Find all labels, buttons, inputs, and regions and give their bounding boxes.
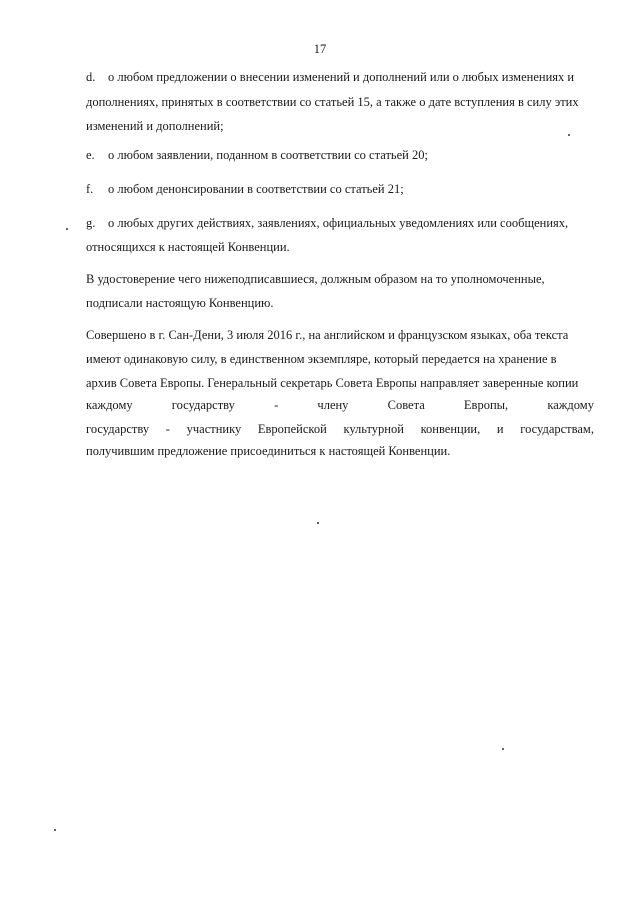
scan-speck [502, 748, 504, 750]
item-text-line: о любых других действиях, заявлениях, официальных уведомлениях или сообщениях, [108, 216, 569, 230]
word: члену [317, 398, 349, 412]
word: - [165, 422, 170, 436]
item-letter: g. [86, 216, 96, 230]
item-letter: f. [86, 182, 94, 196]
word: культурной [343, 422, 404, 436]
word: каждому [86, 398, 133, 412]
word: Европы, [463, 398, 509, 412]
item-text-line: изменений и дополнений; [86, 119, 224, 133]
word: государству [171, 398, 235, 412]
word: конвенции, [420, 422, 481, 436]
item-text-line: дополнениях, принятых в соответствии со статьей 15, а также о дате вступления в силу этих [86, 95, 579, 109]
word: участнику [186, 422, 242, 436]
witness-line: В удостоверение чего нижеподписавшиеся, должным образом на то уполномоченные, [86, 272, 545, 286]
done-at-line: получившим предложение присоединиться к настоящей Конвенции. [86, 444, 451, 458]
word: - [274, 398, 279, 412]
done-at-line: Совершено в г. Сан-Дени, 3 июля 2016 г., на английском и французском языках, оба текста [86, 328, 569, 342]
done-at-line: архив Совета Европы. Генеральный секретарь Совета Европы направляет заверенные копии [86, 376, 579, 390]
item-text-line: о любом денонсировании в соответствии со статьей 21; [108, 182, 404, 196]
item-letter: d. [86, 70, 96, 84]
scan-speck [317, 522, 319, 524]
word: Совета [387, 398, 425, 412]
page-number: 17 [313, 42, 327, 56]
word: государствам, [520, 422, 594, 436]
scan-speck [66, 228, 68, 230]
word: государству [86, 422, 150, 436]
scan-speck [54, 829, 56, 831]
witness-line: подписали настоящую Конвенцию. [86, 296, 274, 310]
item-text-line: относящихся к настоящей Конвенции. [86, 240, 290, 254]
done-at-line: имеют одинаковую силу, в единственном экземпляре, который передается на хранение в [86, 352, 557, 366]
item-letter: e. [86, 148, 95, 162]
item-text-line: о любом предложении о внесении изменений и дополнений или о любых изменениях и [108, 70, 575, 84]
scan-speck [568, 134, 570, 136]
word: Европейской [257, 422, 327, 436]
done-at-line-justified [86, 398, 594, 412]
word: и [496, 422, 504, 436]
done-at-line-justified [86, 422, 594, 436]
word: каждому [547, 398, 594, 412]
item-text-line: о любом заявлении, поданном в соответствии со статьей 20; [108, 148, 428, 162]
